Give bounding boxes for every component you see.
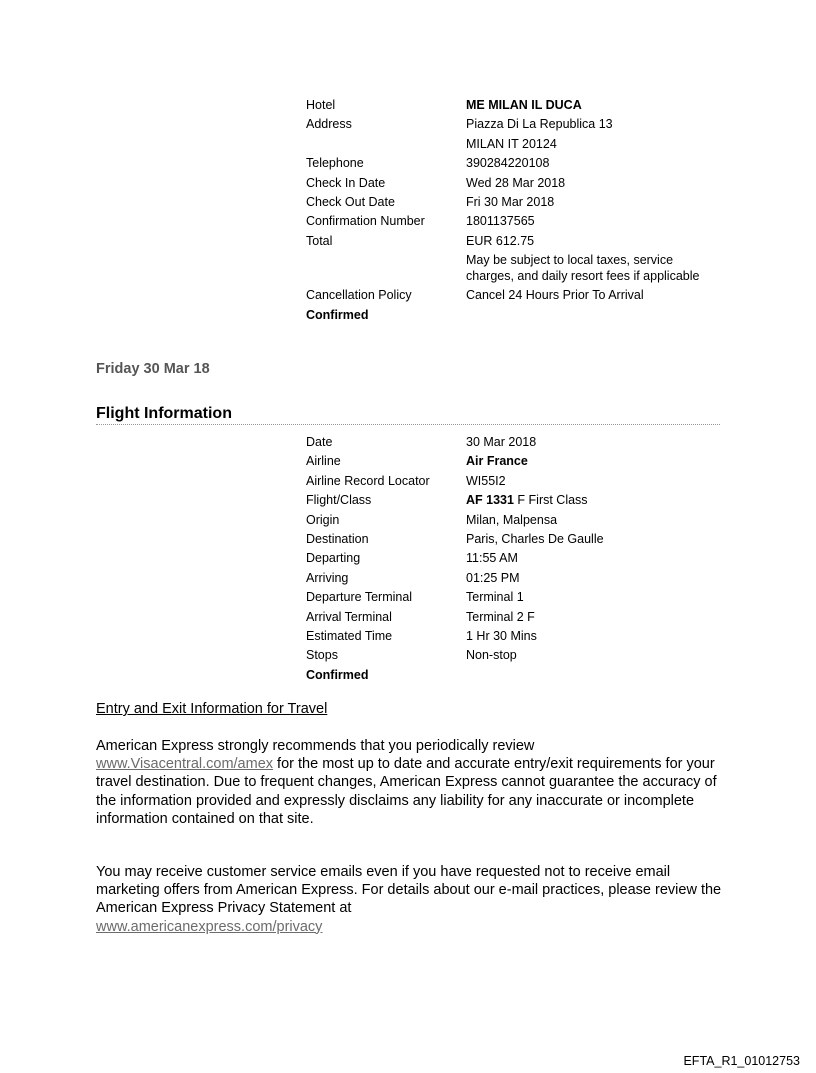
flight-origin-value: Milan, Malpensa: [466, 512, 558, 527]
flight-airline-label: Airline: [306, 454, 341, 469]
privacy-paragraph: [96, 863, 726, 936]
privacy-link[interactable]: www.americanexpress.com/privacy: [96, 918, 323, 935]
hotel-confirmation-value: 1801137565: [466, 214, 535, 229]
hotel-status: Confirmed: [306, 307, 369, 322]
hotel-address-label: Address: [306, 117, 352, 132]
flight-locator-value: WI55I2: [466, 473, 506, 488]
hotel-checkout-row: [306, 193, 699, 212]
flight-stops-label: Stops: [306, 648, 338, 663]
hotel-checkin-row: [306, 174, 699, 193]
hotel-cancellation-value: Cancel 24 Hours Prior To Arrival: [466, 288, 644, 303]
hotel-total-note-line-1: May be subject to local taxes, service: [466, 253, 674, 268]
hotel-address-value: Piazza Di La Republica 13: [466, 117, 613, 132]
hotel-cancellation-label: Cancellation Policy: [306, 288, 412, 303]
hotel-total-note-line-2: charges, and daily resort fees if applicable: [466, 268, 700, 283]
flight-date-value: 30 Mar 2018: [466, 435, 537, 449]
flight-stops-value: Non-stop: [466, 648, 517, 663]
flight-destination-label: Destination: [306, 532, 369, 547]
flight-departure-terminal-row: [306, 588, 604, 607]
hotel-total-row: [306, 232, 699, 284]
flight-destination-row: [306, 530, 604, 549]
document-id: EFTA_R1_01012753: [683, 1054, 800, 1068]
flight-date-label: Date: [306, 435, 333, 449]
entry-exit-text-intro: American Express strongly recommends that you periodically review: [96, 738, 535, 754]
hotel-name-label: Hotel: [306, 98, 336, 112]
flight-airline-row: [306, 452, 604, 471]
flight-section-title: Flight Information: [96, 405, 232, 422]
hotel-telephone-value: 390284220108: [466, 156, 550, 171]
flight-arrival-terminal-value: Terminal 2 F: [466, 609, 535, 624]
flight-class-value: [466, 491, 588, 510]
hotel-address-label-2: [306, 135, 466, 154]
hotel-total-label: Total: [306, 233, 333, 248]
flight-arrival-terminal-label: Arrival Terminal: [306, 609, 392, 624]
flight-number: AF 1331: [466, 493, 514, 508]
entry-exit-text-body: for the most up to date and accurate entry/exit requirements for your travel destination. Due to frequent changes, American Express cannot guarantee the accuracy of the information provided and expressly disclaims any liability for any inaccurate or incomplete information contained on that site.: [96, 756, 717, 827]
hotel-name-value: ME MILAN IL DUCA: [466, 98, 582, 112]
flight-class-label: Flight/Class: [306, 493, 372, 508]
privacy-text: You may receive customer service emails even if you have requested not to receive email marketing offers from American Express. For details about our e-mail practices, please review the American Express Privacy Statement at: [96, 864, 722, 917]
flight-origin-row: [306, 511, 604, 530]
hotel-total-value: EUR 612.75: [466, 233, 535, 248]
flight-arriving-value: 01:25 PM: [466, 570, 520, 585]
hotel-name-row: [306, 96, 699, 115]
flight-arrival-terminal-row: [306, 608, 604, 627]
flight-status-row: [306, 666, 604, 685]
hotel-address-row: [306, 115, 699, 134]
hotel-checkout-label: Check Out Date: [306, 195, 395, 210]
flight-origin-label: Origin: [306, 512, 340, 527]
flight-details: [306, 433, 604, 685]
flight-arriving-label: Arriving: [306, 570, 349, 585]
flight-locator-row: [306, 472, 604, 491]
hotel-checkin-value: Wed 28 Mar 2018: [466, 175, 566, 190]
flight-estimated-time-row: [306, 627, 604, 646]
flight-class-row: [306, 491, 604, 510]
hotel-address-value-2: MILAN IT 20124: [466, 136, 557, 151]
flight-status: Confirmed: [306, 667, 369, 682]
visacentral-link[interactable]: www.Visacentral.com/amex: [96, 756, 274, 773]
hotel-cancellation-row: [306, 286, 699, 305]
day-heading: Friday 30 Mar 18: [96, 361, 210, 377]
hotel-address-row-2: [306, 135, 699, 154]
hotel-telephone-row: [306, 154, 699, 173]
hotel-telephone-label: Telephone: [306, 156, 364, 171]
hotel-status-row: [306, 306, 699, 325]
flight-destination-value: Paris, Charles De Gaulle: [466, 532, 604, 547]
flight-departing-row: [306, 549, 604, 568]
flight-cabin-class: F First Class: [513, 493, 588, 508]
flight-estimated-time-value: 1 Hr 30 Mins: [466, 629, 537, 644]
flight-departure-terminal-value: Terminal 1: [466, 590, 524, 605]
flight-stops-row: [306, 646, 604, 665]
hotel-confirmation-label: Confirmation Number: [306, 214, 425, 229]
hotel-confirmation-row: [306, 212, 699, 231]
flight-date-row: [306, 433, 604, 452]
hotel-checkin-label: Check In Date: [306, 175, 386, 190]
section-divider: [96, 424, 720, 425]
hotel-checkout-value: Fri 30 Mar 2018: [466, 195, 555, 210]
flight-departing-value: 11:55 AM: [466, 551, 518, 566]
entry-exit-heading: Entry and Exit Information for Travel: [96, 701, 328, 717]
entry-exit-paragraph: [96, 737, 726, 828]
flight-departing-label: Departing: [306, 551, 361, 566]
flight-airline-value: Air France: [466, 454, 528, 469]
flight-arriving-row: [306, 569, 604, 588]
flight-locator-label: Airline Record Locator: [306, 473, 430, 488]
hotel-details: [306, 96, 699, 325]
flight-estimated-time-label: Estimated Time: [306, 629, 393, 644]
flight-departure-terminal-label: Departure Terminal: [306, 590, 413, 605]
hotel-total-value-block: [466, 232, 699, 284]
